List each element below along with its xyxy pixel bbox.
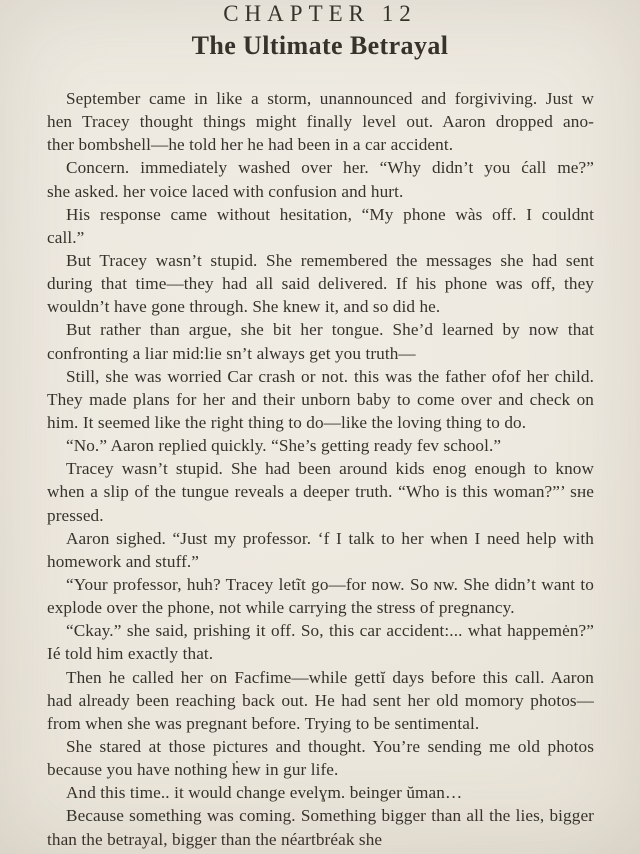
page-header	[0, 1, 640, 61]
paragraph	[47, 318, 594, 364]
text-line: wouldn’t have gone through. She knew it, and so did he.	[47, 297, 441, 317]
text-line: Aaron sighed. “Just my professor. ʻf I talk to her when I need help with	[66, 528, 594, 548]
paragraph	[47, 573, 594, 619]
paragraph	[47, 156, 594, 202]
text-line: hen Tracey thought things might finally level out. Aaron dropped ano-	[47, 112, 594, 132]
text-line: Because something was coming. Something bigger than all the lies, bigger	[66, 806, 594, 826]
text-line: “Ckay.” she said, prishing it off. So, this car accident:... what happemėn?”	[66, 621, 594, 641]
text-line: homework and stuff.”	[47, 551, 200, 571]
paragraph	[47, 203, 594, 249]
text-line: she asked. her voice laced with confusion and hurt.	[47, 181, 404, 201]
paragraph	[47, 457, 594, 526]
paragraph	[47, 87, 594, 156]
paragraph	[47, 781, 594, 804]
paragraph	[47, 804, 594, 850]
text-line: call.”	[47, 227, 85, 247]
text-line: ther bombshell—he told her he had been in a car accident.	[47, 135, 454, 155]
text-line: “Your professor, huh? Tracey letĩt go—for now. So ɴw. She didn’t want to	[66, 574, 594, 594]
paragraph	[47, 434, 594, 457]
text-line: Concern. immediately washed over her. “Why didn’t you ćall me?”	[66, 158, 594, 178]
text-line: She stared at those pictures and thought. You’re sending me old photos	[66, 736, 594, 756]
paragraph	[47, 365, 594, 434]
text-line: him. It seemed like the right thing to do—like the loving thing to do.	[47, 412, 527, 432]
text-line: Still, she was worried Car crash or not. this was the father ofof her child.	[66, 366, 594, 386]
text-line: His response came without hesitation, “My phone wàs off. I couldnt	[66, 204, 594, 224]
text-line: And this time.. it would change evelɣm. beinger ŭman…	[66, 783, 463, 803]
text-line: because you have nothing ḣew in gur life.	[47, 760, 339, 780]
text-line: Then he called her on Facfime—while gettĭ days before this call. Aaron	[66, 667, 594, 687]
paragraph	[47, 735, 594, 781]
text-line: “No.” Aaron replied quickly. “She’s getting ready fev school.”	[66, 436, 502, 456]
paragraph	[47, 666, 594, 735]
chapter-title: The Ultimate Betrayal	[191, 31, 449, 60]
text-line: than the betrayal, bigger than the néartbréak she	[47, 829, 383, 849]
paragraph	[47, 527, 594, 573]
chapter-label: CHAPTER 12	[223, 1, 417, 26]
text-line: from when she was pregnant before. Trying to be sentimental.	[47, 713, 480, 733]
text-line: confronting a liar mid:lie sn’t always get you truth—	[47, 343, 416, 363]
text-line: when a slip of the tungue reveals a deeper truth. “Who is this woman?”’ sʜe	[47, 482, 594, 502]
text-line: But rather than argue, she bit her tongue. She’d learned by now that	[66, 320, 594, 340]
text-line: Ié told him exactly that.	[47, 644, 214, 664]
text-line: pressed.	[47, 505, 104, 525]
text-line: during that time—they had all said delivered. If his phone was off, they	[47, 274, 594, 294]
paragraph	[47, 249, 594, 318]
body-text	[47, 87, 594, 851]
text-line: September came in like a storm, unannounced and forgiviving. Just w	[66, 89, 594, 108]
text-line: But Tracey wasn’t stupid. She remembered the messages she had sent	[66, 250, 594, 270]
text-line: had already been reaching back out. He had sent her old momory photos—	[47, 690, 594, 710]
text-line: They made plans for her and their unborn baby to come over and check on	[47, 389, 594, 409]
text-line: Tracey wasn’t stupid. She had been around kids enog enough to know	[66, 459, 594, 479]
text-line: explode over the phone, not while carrying the stress of pregnancy.	[47, 598, 515, 618]
paragraph	[47, 619, 594, 665]
